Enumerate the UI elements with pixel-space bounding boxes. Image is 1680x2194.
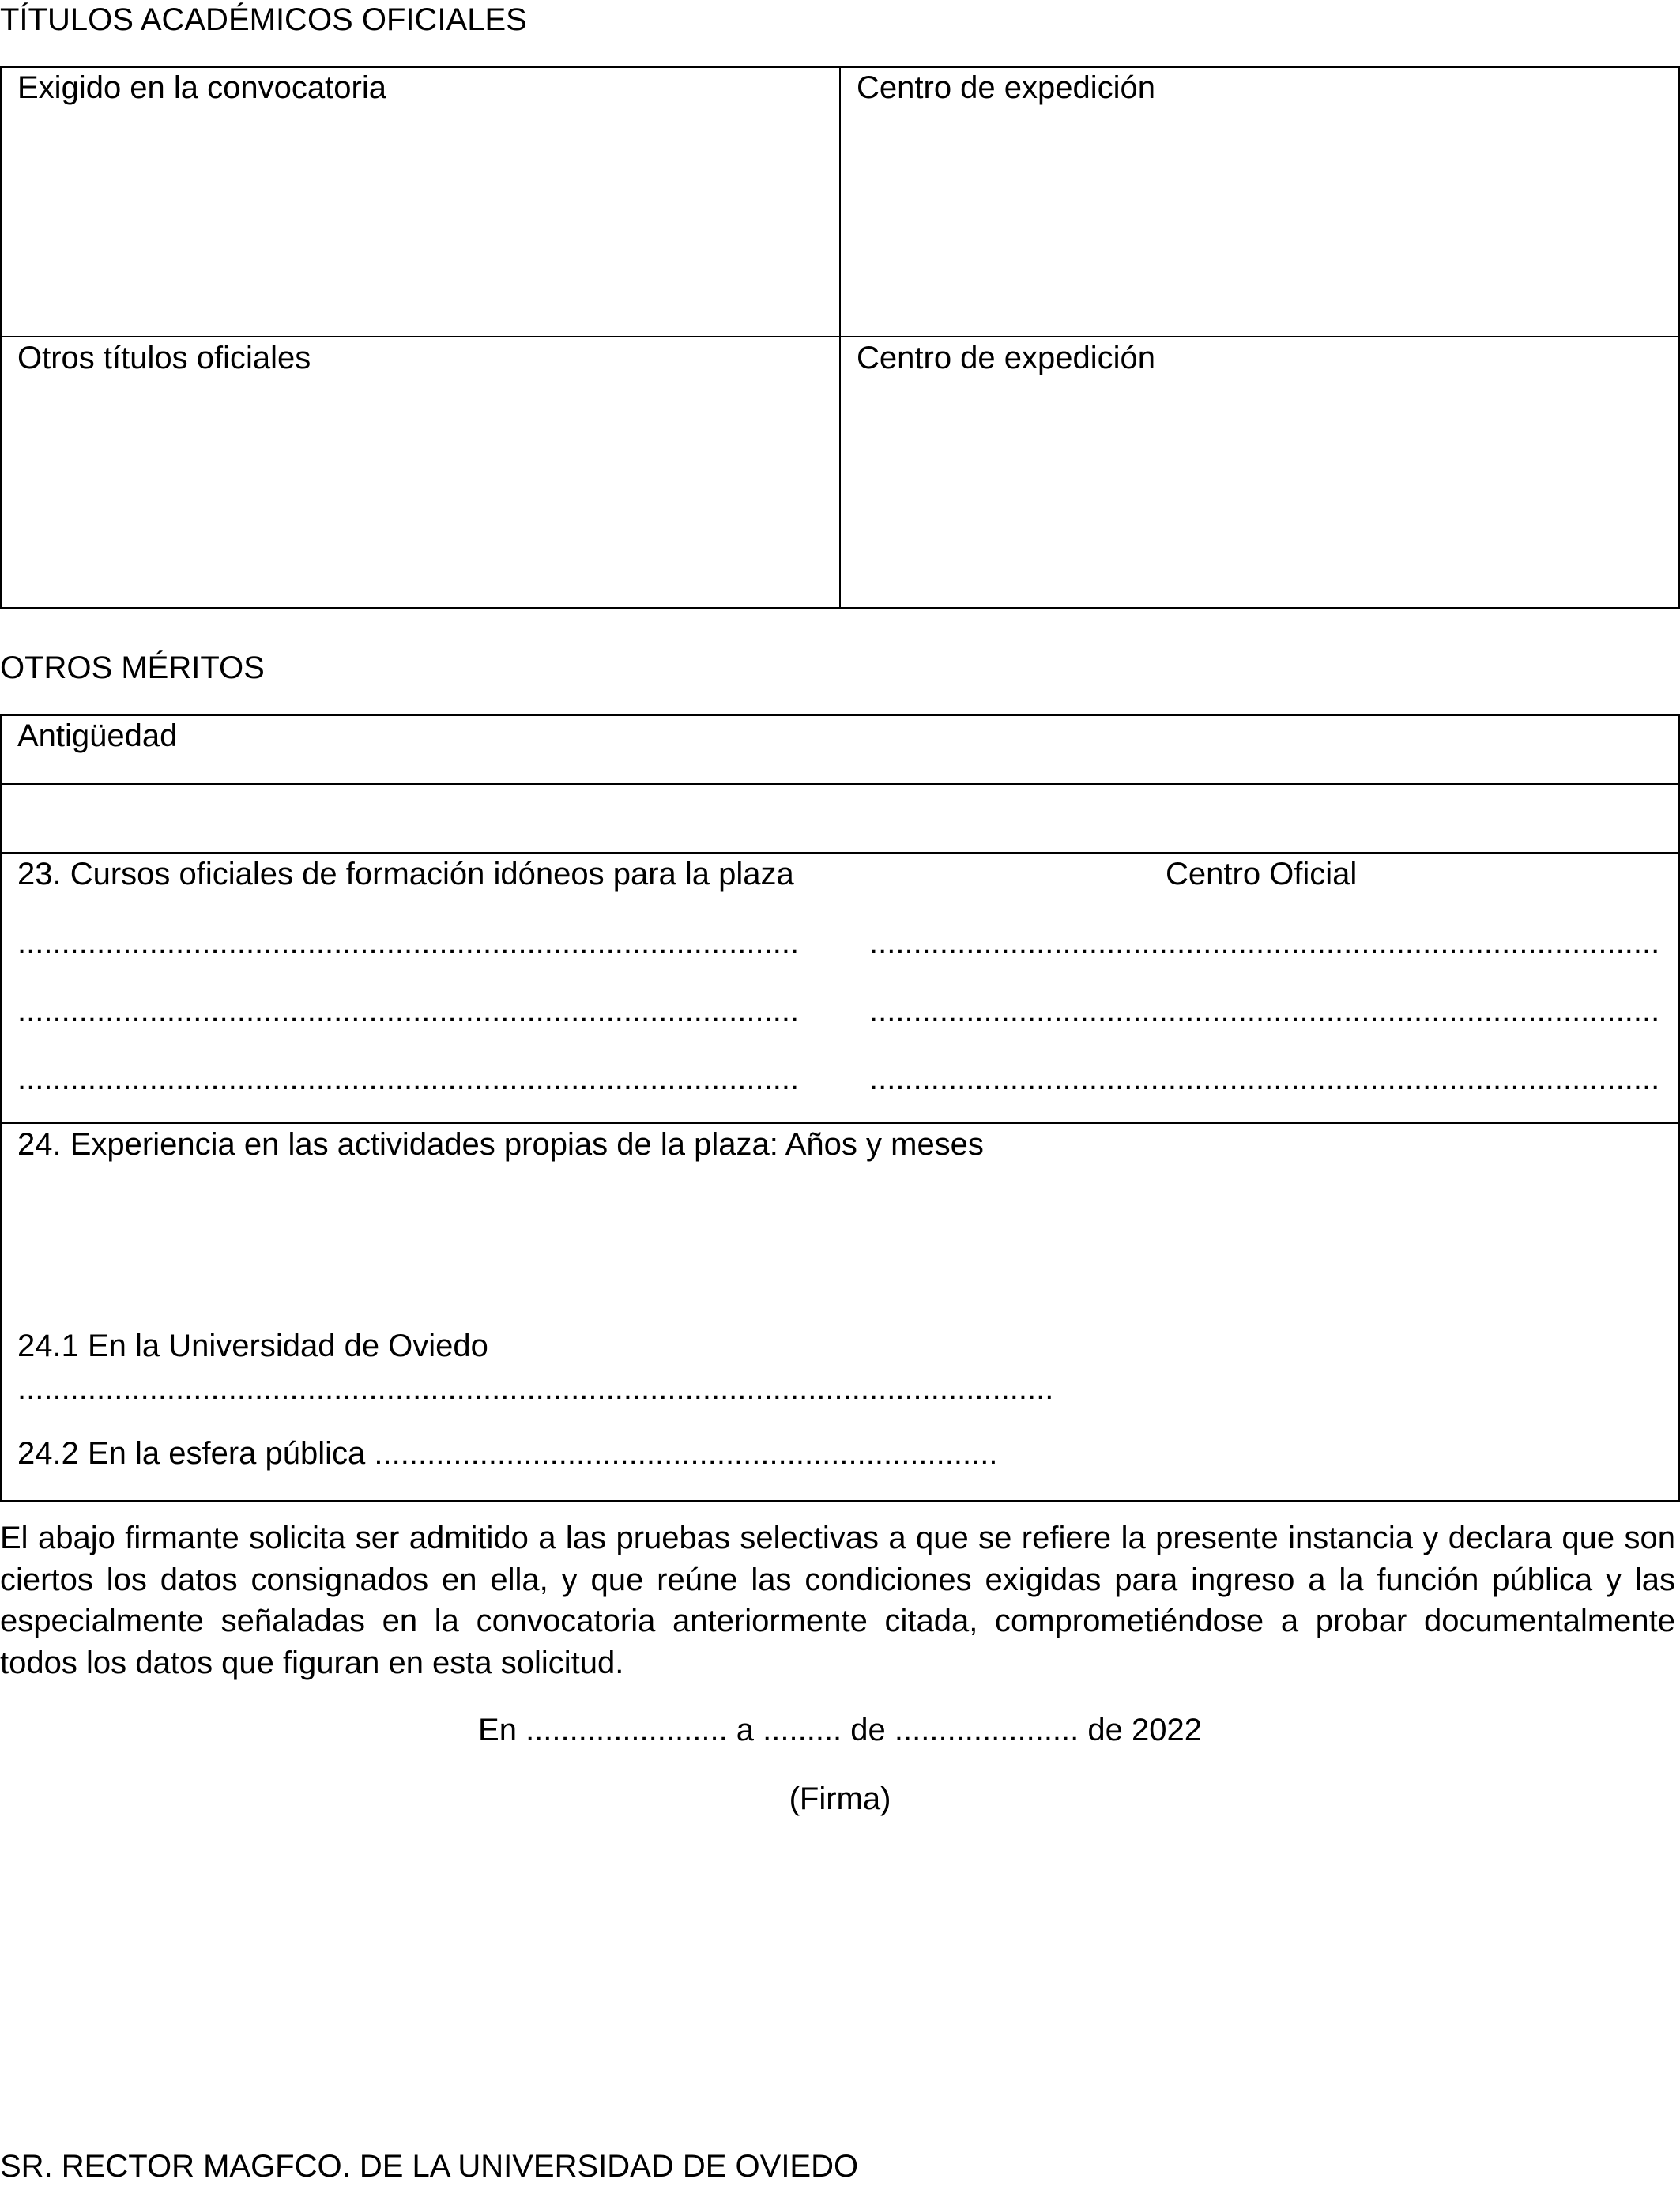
destinatario: SR. RECTOR MAGFCO. DE LA UNIVERSIDAD DE OVIEDO xyxy=(0,2149,859,2184)
centro-line-1: .......................................................................................... xyxy=(869,925,1660,960)
meritos-heading: OTROS MÉRITOS xyxy=(0,650,265,685)
meritos-row-divider-2 xyxy=(0,852,1680,854)
experiencia-label: 24. Experiencia en las actividades propias de la plaza: Años y meses xyxy=(17,1127,984,1162)
meritos-row-divider-1 xyxy=(0,783,1680,785)
titulos-heading: TÍTULOS ACADÉMICOS OFICIALES xyxy=(0,2,527,37)
titulos-table-divider-h xyxy=(0,336,1680,337)
titulos-table-divider-v xyxy=(839,66,841,609)
meritos-row-divider-3 xyxy=(0,1122,1680,1124)
centro-line-2: .......................................................................................... xyxy=(869,993,1660,1028)
exigido-label: Exigido en la convocatoria xyxy=(17,70,386,105)
uni-oviedo-label: 24.1 En la Universidad de Oviedo xyxy=(17,1329,488,1363)
centro-line-3: .......................................................................................... xyxy=(869,1061,1660,1096)
curso-line-2: ......................................................................................... xyxy=(17,993,800,1028)
firma-label: (Firma) xyxy=(789,1781,891,1816)
centro-expedicion-label-2: Centro de expedición xyxy=(857,341,1156,375)
centro-expedicion-label-1: Centro de expedición xyxy=(857,70,1156,105)
esfera-publica-label: 24.2 En la esfera pública ....................................................................... xyxy=(17,1436,998,1471)
cursos-label: 23. Cursos oficiales de formación idóneos para la plaza xyxy=(17,857,794,892)
declaracion-paragraph: El abajo firmante solicita ser admitido a las pruebas selectivas a que se refiere la presente instancia y declara que son ciertos los datos consignados en ella, y que reúne las condiciones exigidas para ingreso a la función pública y las especialmente señaladas en la convocatoria anteriormente citada, comprometiéndose a probar documentalmente todos los datos que figuran en esta solicitud. xyxy=(0,1521,1675,1680)
fecha-line: En ....................... a ......... de ..................... de 2022 xyxy=(478,1713,1202,1747)
centro-oficial-label: Centro Oficial xyxy=(1166,857,1358,892)
curso-line-1: ......................................................................................... xyxy=(17,925,800,960)
curso-line-3: ......................................................................................... xyxy=(17,1061,800,1096)
uni-oviedo-dots: ...................................................................................................................... xyxy=(17,1371,1054,1406)
antiguedad-label: Antigüedad xyxy=(17,718,178,753)
otros-titulos-label: Otros títulos oficiales xyxy=(17,341,311,375)
